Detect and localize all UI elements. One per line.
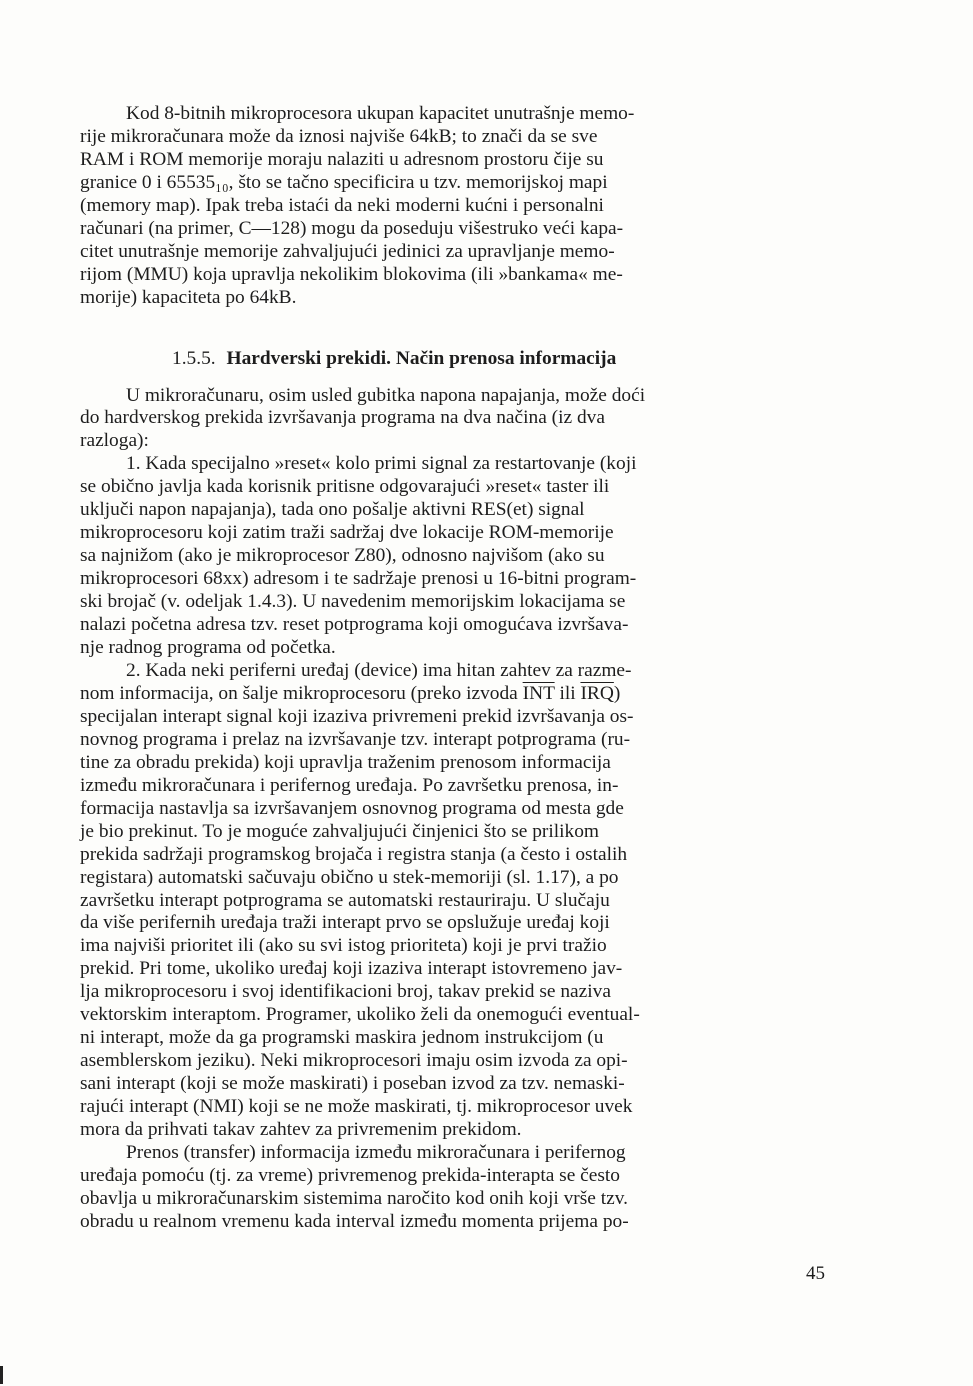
section-number: 1.5.5.	[172, 347, 216, 369]
text-line: mora da prihvati takav zahtev za privremenim prekidom.	[80, 1119, 522, 1141]
text-line: uređaja pomoću (tj. za vreme) privremenog prekida-interapta se često	[80, 1164, 621, 1186]
text-line: obradu u realnom vremenu kada interval između momenta prijema po-	[80, 1210, 629, 1232]
page-number: 45	[806, 1263, 825, 1284]
int-signal: $\overline{INT}$	[522, 682, 555, 704]
scan-edge-mark	[0, 1366, 3, 1384]
text-line: sa najnižom (ako je mikroprocesor Z80), odnosno najvišom (ako su	[80, 545, 605, 567]
text-line: ima najviši prioritet ili (ako su svi istog prioriteta) koji je prvi tražio	[80, 935, 607, 957]
text-line: rajući interapt (NMI) koji se ne može maskirati, tj. mikroprocesor uvek	[80, 1096, 633, 1118]
text-line: granice 0 i 65535₁₀, što se tačno specificira u tzv. memorijskoj mapi	[80, 171, 608, 193]
text-line: 1. Kada specijalno »reset« kolo primi signal za restartovanje (koji	[126, 453, 637, 475]
text-line: mikroprocesoru koji zatim traži sadržaj dve lokacije ROM-memorije	[80, 522, 614, 544]
paragraph-item-1	[80, 453, 825, 660]
text-line-signals	[80, 683, 825, 706]
text-line: formacija nastavlja sa izvršavanjem osnovnog programa od mesta gde	[80, 797, 624, 819]
text-line: ski brojač (v. odeljak 1.4.3). U navedenim memorijskim lokacijama se	[80, 591, 626, 613]
text-line: nje radnog programa od početka.	[80, 637, 336, 659]
text-line: lja mikroprocesoru i svoj identifikacioni broj, takav prekid se naziva	[80, 981, 611, 1003]
text-line: U mikroračunaru, osim usled gubitka napona napajanja, može doći	[126, 384, 646, 406]
text-line: nalazi početna adresa tzv. reset potprograma koji omogućava izvršava-	[80, 614, 629, 636]
text-line: do hardverskog prekida izvršavanja programa na dva načina (iz dva	[80, 407, 605, 429]
irq-signal: $\overline{IRQ}$	[580, 682, 614, 704]
text-line: citet unutrašnje memorije zahvaljujući jedinici za upravljanje memo-	[80, 240, 615, 262]
text-line: obavlja u mikroračunarskim sistemima naročito kod onih koji vrše tzv.	[80, 1187, 629, 1209]
text-line: 2. Kada neki periferni uređaj (device) ima hitan zahtev za razme-	[126, 659, 632, 681]
text-line: specijalan interapt signal koji izaziva privremeni prekid izvršavanja os-	[80, 705, 634, 727]
paragraph-item-2	[80, 660, 825, 1142]
text-line: razloga):	[80, 430, 149, 452]
text-line: između mikroračunara i perifernog uređaja. Po završetku prenosa, in-	[80, 774, 619, 796]
section-heading	[80, 348, 825, 371]
text-line: (memory map). Ipak treba istaći da neki moderni kućni i personalni	[80, 194, 604, 216]
text-line: morije) kapaciteta po 64kB.	[80, 286, 297, 308]
text-line: ni interapt, može da ga programski maskira jednom instrukcijom (u	[80, 1027, 604, 1049]
text-line: prekid. Pri tome, ukoliko uređaj koji izaziva interapt istovremeno jav-	[80, 958, 623, 980]
text-line: RAM i ROM memorije moraju nalaziti u adresnom prostoru čije su	[80, 148, 604, 170]
text-line: tine za obradu prekida) koji upravlja traženim prenosom informacija	[80, 751, 611, 773]
text-fragment: ili	[554, 682, 581, 704]
page-body	[80, 103, 825, 1234]
section-title: Hardverski prekidi. Način prenosa informacija	[226, 347, 617, 369]
text-line: uključi napon napajanja), tada ono pošalje aktivni RES(et) signal	[80, 499, 585, 521]
text-line: rije mikroračunara može da iznosi najviše 64kB; to znači da se sve	[80, 125, 598, 147]
text-line: rijom (MMU) koja upravlja nekolikim blokovima (ili »bankama« me-	[80, 263, 623, 285]
text-line: Prenos (transfer) informacija između mikroračunara i perifernog	[126, 1141, 626, 1163]
text-fragment: )	[613, 682, 621, 704]
paragraph-prenos	[80, 1142, 825, 1234]
text-line: novnog programa i prelaz na izvršavanje tzv. interapt potprograma (ru-	[80, 728, 631, 750]
text-line: Kod 8-bitnih mikroprocesora ukupan kapacitet unutrašnje memo-	[126, 103, 635, 124]
text-line: asemblerskom jeziku). Neki mikroprocesori imaju osim izvoda za opi-	[80, 1050, 628, 1072]
text-line: je bio prekinut. To je moguće zahvaljujući činjenici što se prilikom	[80, 820, 600, 842]
text-line: prekida sadržaji programskog brojača i registra stanja (a često i ostalih	[80, 843, 628, 865]
paragraph-intro	[80, 103, 825, 310]
text-line: računari (na primer, C—128) mogu da poseduju višestruko veći kapa-	[80, 217, 624, 239]
text-line: se obično javlja kada korisnik pritisne odgovarajući »reset« taster ili	[80, 476, 610, 498]
paragraph-u	[80, 385, 825, 454]
text-line: završetku interapt potprograma se automatski restauriraju. U slučaju	[80, 889, 610, 911]
text-fragment: nom informacija, on šalje mikroprocesoru (preko izvoda	[80, 682, 523, 704]
text-line: vektorskim interaptom. Programer, ukoliko želi da onemogući eventual-	[80, 1004, 640, 1026]
text-line: mikroprocesori 68xx) adresom i te sadržaje prenosi u 16-bitni program-	[80, 568, 637, 590]
text-line: registara) automatski sačuvaju obično u stek-memoriji (sl. 1.17), a po	[80, 866, 619, 888]
text-line: da više perifernih uređaja traži interapt prvo se opslužuje uređaj koji	[80, 912, 610, 934]
text-line: sani interapt (koji se može maskirati) i poseban izvod za tzv. nemaski-	[80, 1073, 625, 1095]
